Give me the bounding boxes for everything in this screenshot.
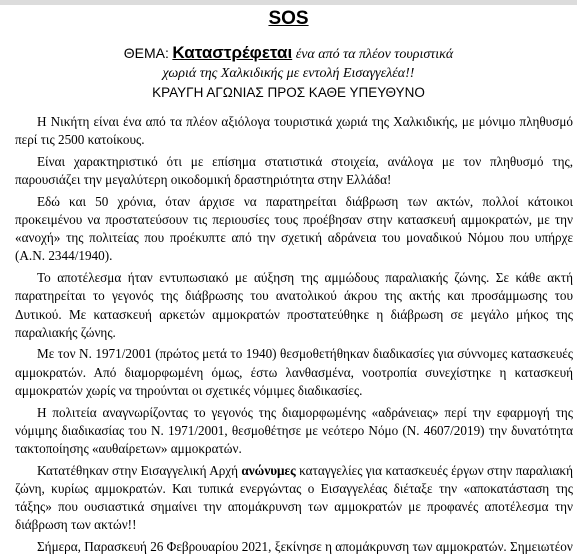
paragraph: Το αποτέλεσμα ήταν εντυπωσιακό με αύξηση της αμμώδους παραλιακής ζώνης. Σε κάθε ακτή παρατηρείται το γεγονός της διάβρωσης του ανατολικού άκρου της ακτής και προσάμμωσης του Δυτικού. Με κατασκευή αρκετών αμμοκρατών προστατεύθηκε η διάβρωση σε μεγάλο μήκος της παραλιακής ζώνης. <box>15 270 573 340</box>
top-border <box>0 0 577 5</box>
paragraph-text: Κατατέθηκαν στην Εισαγγελική Αρχή <box>37 462 242 478</box>
paragraph-text: καταγγελίες για κατασκευές έργων στην παραλιακή ζώνη, κυρίως αμμοκρατών. Και τυπικά ενεργώντας ο Εισαγγελέας διέταξε την «αποκατάσταση της τάξης» που ουσιαστικά σημαίνει την απομάκρυνση των αμμοκρατών με προφανές αποτέλεσμα την διάβρωση των ακτών!! <box>15 462 573 533</box>
paragraph: Με τον Ν. 1971/2001 (πρώτος μετά το 1940) θεσμοθετήθηκαν διαδικασίες για σύννομες κατασκευές αμμοκρατών. Από διαμορφωμένη όμως, έστω λανθασμένα, νοοτροπία συνεχίστηκε η κατασκευή αμμοκρατών χωρίς να τηρούνται οι σχετικές νόμιμες διαδικασίες. <box>15 346 573 398</box>
document-title: SOS <box>268 8 309 29</box>
paragraph-bold-word: ανώνυμες <box>241 462 296 478</box>
paragraph: Η πολιτεία αναγνωρίζοντας το γεγονός της διαμορφωμένης «αδράνειας» περί την εφαρμογή της νόμιμης διαδικασίας του Ν. 1971/2001, θεσμοθέτησε με νεότερο Νόμο (Ν. 4607/2019) την δυνατότητα τακτοποίησης «αυθαίρετων» αμμοκρατών. <box>15 404 573 456</box>
subject-rest: ένα από τα πλέον τουριστικά <box>292 47 454 62</box>
body-text <box>15 113 573 560</box>
subject-block <box>0 43 577 102</box>
paragraph: Είναι χαρακτηριστικό ότι με επίσημα στατιστικά στοιχεία, ανάλογα με τον πληθυσμό της, παρουσιάζει την μεγαλύτερη οικοδομική δραστηριότητα στην Ελλάδα! <box>15 153 573 188</box>
subject-line-2: χωριά της Χαλκιδικής με εντολή Εισαγγελέα!! <box>162 66 415 81</box>
subject-label: ΘΕΜΑ: <box>123 45 169 61</box>
subject-line-1 <box>0 43 577 64</box>
paragraph-last: Σήμερα, Παρασκευή 26 Φεβρουαρίου 2021, ξεκίνησε η απομάκρυνση των αμμοκρατών. Σημειωτέον <box>37 538 573 554</box>
paragraph-anonymous-complaints <box>15 462 573 535</box>
paragraph: Εδώ και 50 χρόνια, όταν άρχισε να παρατηρείται διάβρωση των ακτών, πολλοί κάτοικοι προκειμένου να προστατεύσουν τις περιουσίες τους προέβησαν στην κατασκευή αμμοκρατών, με την «ανοχή» της πολιτείας που προέκυπτε από την σχετική αδράνεια του μοναδικού Νόμου που υπήρχε (Α.Ν. 2344/1940). <box>15 193 573 264</box>
subject-line-3: ΚΡΑΥΓΗ ΑΓΩΝΙΑΣ ΠΡΟΣ ΚΑΘΕ ΥΠΕΥΘΥΝΟ <box>152 85 425 100</box>
subject-highlight: Καταστρέφεται <box>172 43 293 62</box>
paragraph: Η Νικήτη είναι ένα από τα πλέον αξιόλογα τουριστικά χωριά της Χαλκιδικής, με μόνιμο πληθυσμό περί τις 2500 κατοίκους. <box>15 114 573 148</box>
